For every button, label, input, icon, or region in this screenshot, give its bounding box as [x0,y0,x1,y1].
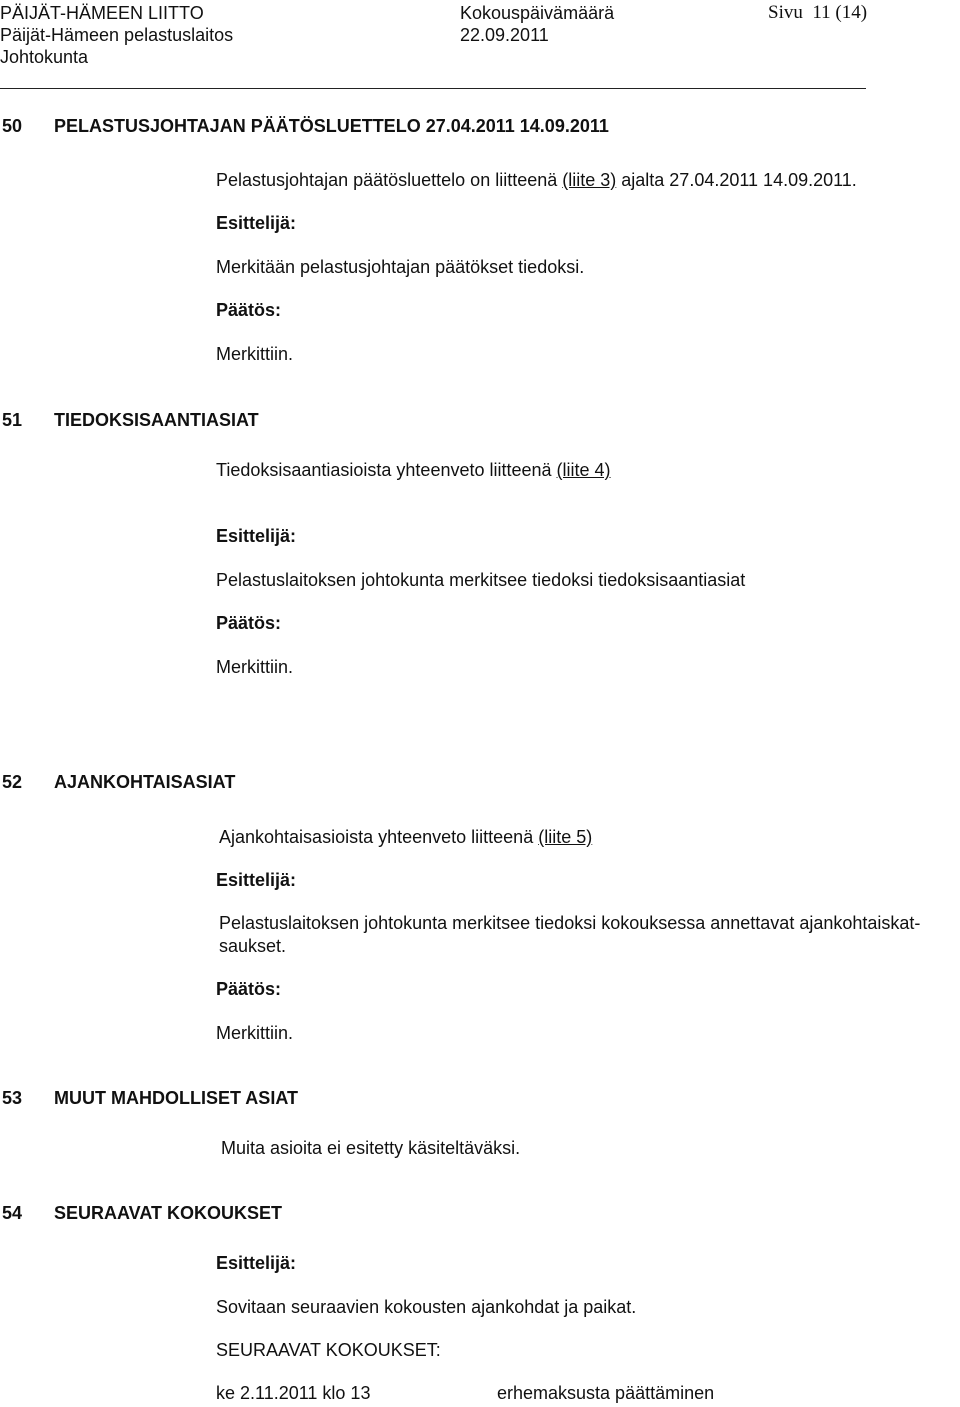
section-51-presenter-label: Esittelijä: [216,526,297,546]
page-number [768,2,867,24]
section-51-decision-label: Päätös: [216,613,282,633]
org-name: PÄIJÄT-HÄMEEN LIITTO [0,3,204,23]
section-52-presenter-label: Esittelijä: [216,870,297,890]
section-50-proposal: Merkitään pelastusjohtajan päätökset tiedoksi. [216,257,585,277]
meeting-date: 22.09.2011 [460,25,549,45]
section-52-title: AJANKOHTAISASIAT [54,772,236,792]
section-51-attachment-link[interactable]: (liite 4) [556,460,611,480]
meeting-date-label: Kokouspäivämäärä [460,3,615,23]
section-54-proposal: Sovitaan seuraavien kokousten ajankohdat ja paikat. [216,1297,637,1317]
section-52-proposal-line-1: Pelastuslaitoksen johtokunta merkitsee tiedoksi kokouksessa annettavat ajankohtaiskat- [219,913,921,933]
section-53-title: MUUT MAHDOLLISET ASIAT [54,1088,298,1108]
section-54-title: SEURAAVAT KOKOUKSET [54,1203,283,1223]
section-50-presenter-label: Esittelijä: [216,213,297,233]
section-52-attachment-link[interactable]: (liite 5) [538,827,593,847]
page-total: (14) [835,2,868,23]
section-50-text-after: ajalta 27.04.2011 14.09.2011. [616,170,857,190]
section-52-decision-label: Päätös: [216,979,282,999]
section-54-number: 54 [2,1203,23,1223]
section-52-number: 52 [2,772,23,792]
section-52-text-before: Ajankohtaisasioista yhteenveto liitteenä [219,827,539,847]
section-53-text: Muita asioita ei esitetty käsiteltäväksi. [221,1138,521,1158]
section-51-description [216,459,611,481]
page-word: Sivu [768,2,803,23]
meeting-topic: erhemaksusta päättäminen [497,1383,715,1403]
section-53-number: 53 [2,1088,23,1108]
section-50-description [216,169,857,191]
section-50-decision: Merkittiin. [216,344,294,364]
header-rule [0,88,866,89]
meeting-when: ke 2.11.2011 klo 13 [216,1383,371,1403]
section-50-text-before: Pelastusjohtajan päätösluettelo on liitteenä [216,170,563,190]
section-52-description [219,826,592,848]
section-50-number: 50 [2,116,23,136]
section-54-subheading: SEURAAVAT KOKOUKSET: [216,1340,441,1360]
section-50-attachment-link[interactable]: (liite 3) [562,170,617,190]
section-51-number: 51 [2,410,23,430]
section-50-decision-label: Päätös: [216,300,282,320]
section-51-proposal: Pelastuslaitoksen johtokunta merkitsee tiedoksi tiedoksisaantiasiat [216,570,746,590]
section-51-title: TIEDOKSISAANTIASIAT [54,410,259,430]
section-50-title: PELASTUSJOHTAJAN PÄÄTÖSLUETTELO 27.04.2011 14.09.2011 [54,116,609,136]
section-52-decision: Merkittiin. [216,1023,294,1043]
page-current: 11 [812,2,831,23]
department-name: Päijät-Hämeen pelastuslaitos [0,25,234,45]
section-54-presenter-label: Esittelijä: [216,1253,297,1273]
section-52-proposal-line-2: saukset. [219,936,287,956]
section-51-text-before: Tiedoksisaantiasioista yhteenveto liitteenä [216,460,557,480]
section-51-decision: Merkittiin. [216,657,294,677]
body-name: Johtokunta [0,47,89,67]
